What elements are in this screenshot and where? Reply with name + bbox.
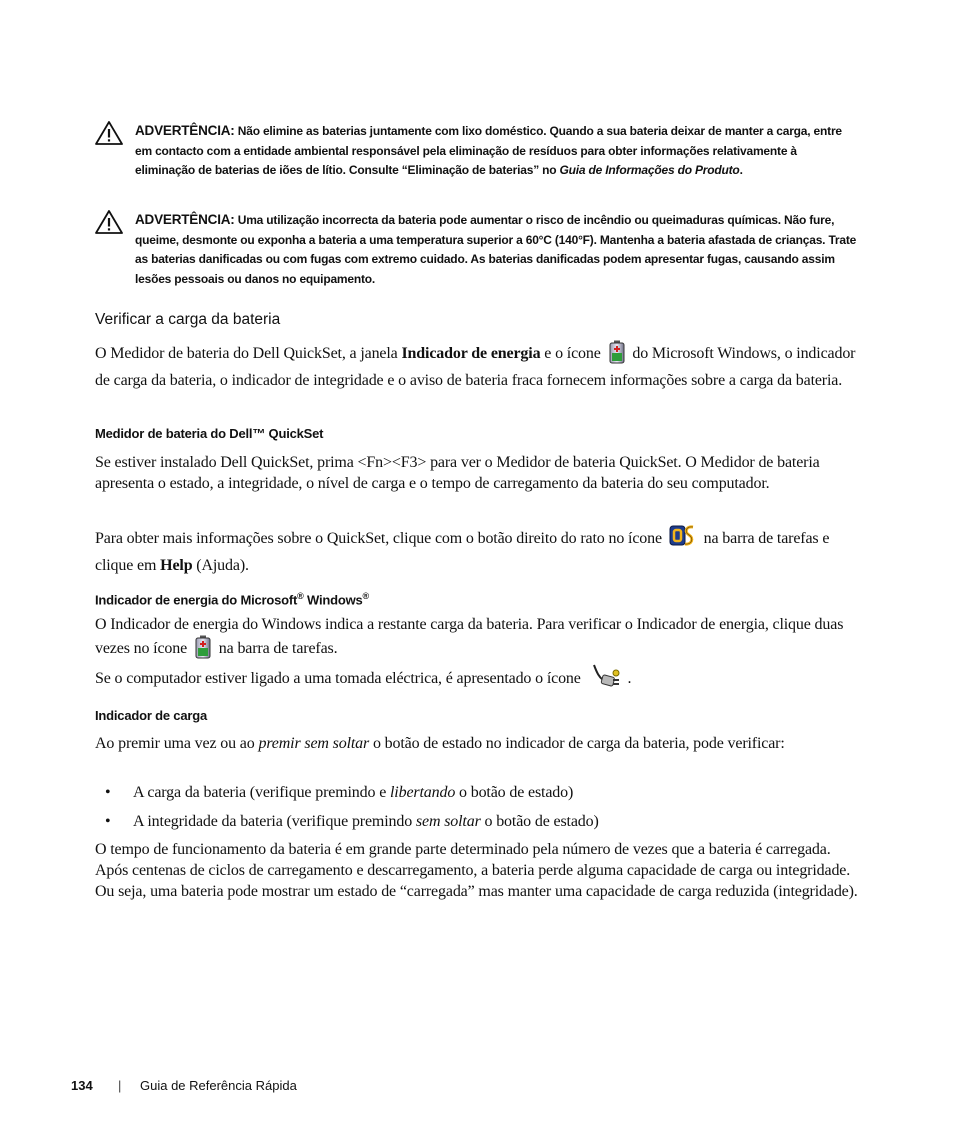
warning-reference: Guia de Informações do Produto (559, 163, 740, 177)
intro-text-a: O Medidor de bateria do Dell QuickSet, a janela (95, 345, 402, 362)
registered-mark: ® (297, 591, 304, 601)
windows-paragraph-2 (95, 663, 863, 695)
battery-icon (608, 340, 626, 370)
bullet-italic: sem soltar (415, 813, 481, 830)
charge-italic: premir sem soltar (258, 735, 370, 752)
windows-text-a: O Indicador de energia do Windows indica a restante carga da bateria. Para verificar o Indicador de energia, clique duas vezes no ícone (95, 616, 844, 657)
bullet-text-a: A integridade da bateria (verifique premindo (133, 813, 416, 830)
windows-heading-b: Windows (303, 592, 363, 608)
warning-end: . (739, 163, 743, 177)
charge-paragraph-2: O tempo de funcionamento da bateria é em grande parte determinado pela número de vezes que a bateria é carregada. Após centenas de ciclos de carregamento e descarregamento, a bateria perde alguma capacidade de carga ou integridade. Ou seja, uma bateria pode mostrar um estado de “carregada” mas manter uma capacidade de carga reduzida (integridade). (95, 841, 858, 900)
help-term: Help (160, 557, 193, 574)
power-plug-icon (591, 663, 621, 695)
intro-bold-term: Indicador de energia (401, 345, 541, 362)
warning-text: Não elimine as baterias juntamente com lixo doméstico. Quando a sua bateria deixar de manter a carga, entre em contacto com a entidade ambiental responsável pela eliminação de resíduos para obter informações relativamente à eliminação de baterias de iões de lítio. Consulte “Eliminação de baterias” no (135, 124, 842, 177)
quickset-paragraph-1: Se estiver instalado Dell QuickSet, prima <Fn><F3> para ver o Medidor de bateria QuickSet. O Medidor de bateria apresenta o estado, a integridade, o nível de carga e o tempo de carregamento da bateria do seu computador. (95, 454, 820, 492)
footer-separator: | (118, 1078, 122, 1093)
windows-paragraph-1 (95, 614, 863, 665)
list-item (95, 811, 863, 832)
page-number: 134 (71, 1078, 93, 1093)
bullet-text-b: o botão de estado) (455, 784, 574, 801)
battery-icon (194, 635, 212, 665)
quickset-heading: Medidor de bateria do Dell™ QuickSet (95, 426, 324, 441)
windows-text-d: . (623, 670, 632, 687)
bullet-text-b: o botão de estado) (480, 813, 599, 830)
quickset-text-b: na barra de tarefas e clique em (95, 530, 830, 574)
charge-text-a: Ao premir uma vez ou ao (95, 735, 259, 752)
page-footer (71, 1077, 297, 1095)
section-heading: Verificar a carga da bateria (95, 311, 281, 328)
intro-text-b: e o ícone (540, 345, 605, 362)
warning-notice-disposal (95, 121, 860, 181)
windows-heading (95, 587, 369, 609)
intro-paragraph (95, 340, 863, 391)
intro-text-c: do Microsoft Windows, o indicador de carga da bateria, o indicador de integridade e o aviso de bateria fraca fornecem informações sobre a carga da bateria. (95, 345, 856, 389)
warning-triangle-icon (95, 121, 123, 145)
windows-heading-a: Indicador de energia do Microsoft (95, 592, 298, 608)
footer-title: Guia de Referência Rápida (140, 1078, 297, 1093)
bullet-text-a: A carga da bateria (verifique premindo e (133, 784, 390, 801)
warning-label: ADVERTÊNCIA: (135, 212, 235, 227)
bullet-dot: • (105, 784, 111, 801)
charge-text-b: o botão de estado no indicador de carga da bateria, pode verificar: (369, 735, 785, 752)
warning-text: Uma utilização incorrecta da bateria pode aumentar o risco de incêndio ou queimaduras químicas. Não fure, queime, desmonte ou exponha a bateria a uma temperatura superior a 60°C (140°F). Mantenha a bateria afastada de crianças. Trate as baterias danificadas ou com fugas com extremo cuidado. As baterias danificadas podem apresentar fugas, causando assim lesões pessoais ou danos no equipamento. (135, 213, 857, 286)
charge-paragraph-1 (95, 733, 863, 754)
warning-label: ADVERTÊNCIA: (135, 123, 235, 138)
windows-text-b: na barra de tarefas. (214, 640, 338, 657)
quickset-text-c: (Ajuda). (192, 557, 249, 574)
warning-notice-misuse (95, 210, 860, 289)
quickset-paragraph-2 (95, 523, 863, 576)
quickset-icon (669, 523, 697, 555)
bullet-italic: libertando (390, 784, 456, 801)
charge-heading: Indicador de carga (95, 708, 207, 723)
registered-mark: ® (362, 591, 369, 601)
warning-triangle-icon (95, 210, 123, 234)
list-item (95, 782, 863, 803)
bullet-dot: • (105, 813, 111, 830)
quickset-text-a: Para obter mais informações sobre o QuickSet, clique com o botão direito do rato no ícone (95, 530, 666, 547)
windows-text-c: Se o computador estiver ligado a uma tomada eléctrica, é apresentado o ícone (95, 670, 585, 687)
